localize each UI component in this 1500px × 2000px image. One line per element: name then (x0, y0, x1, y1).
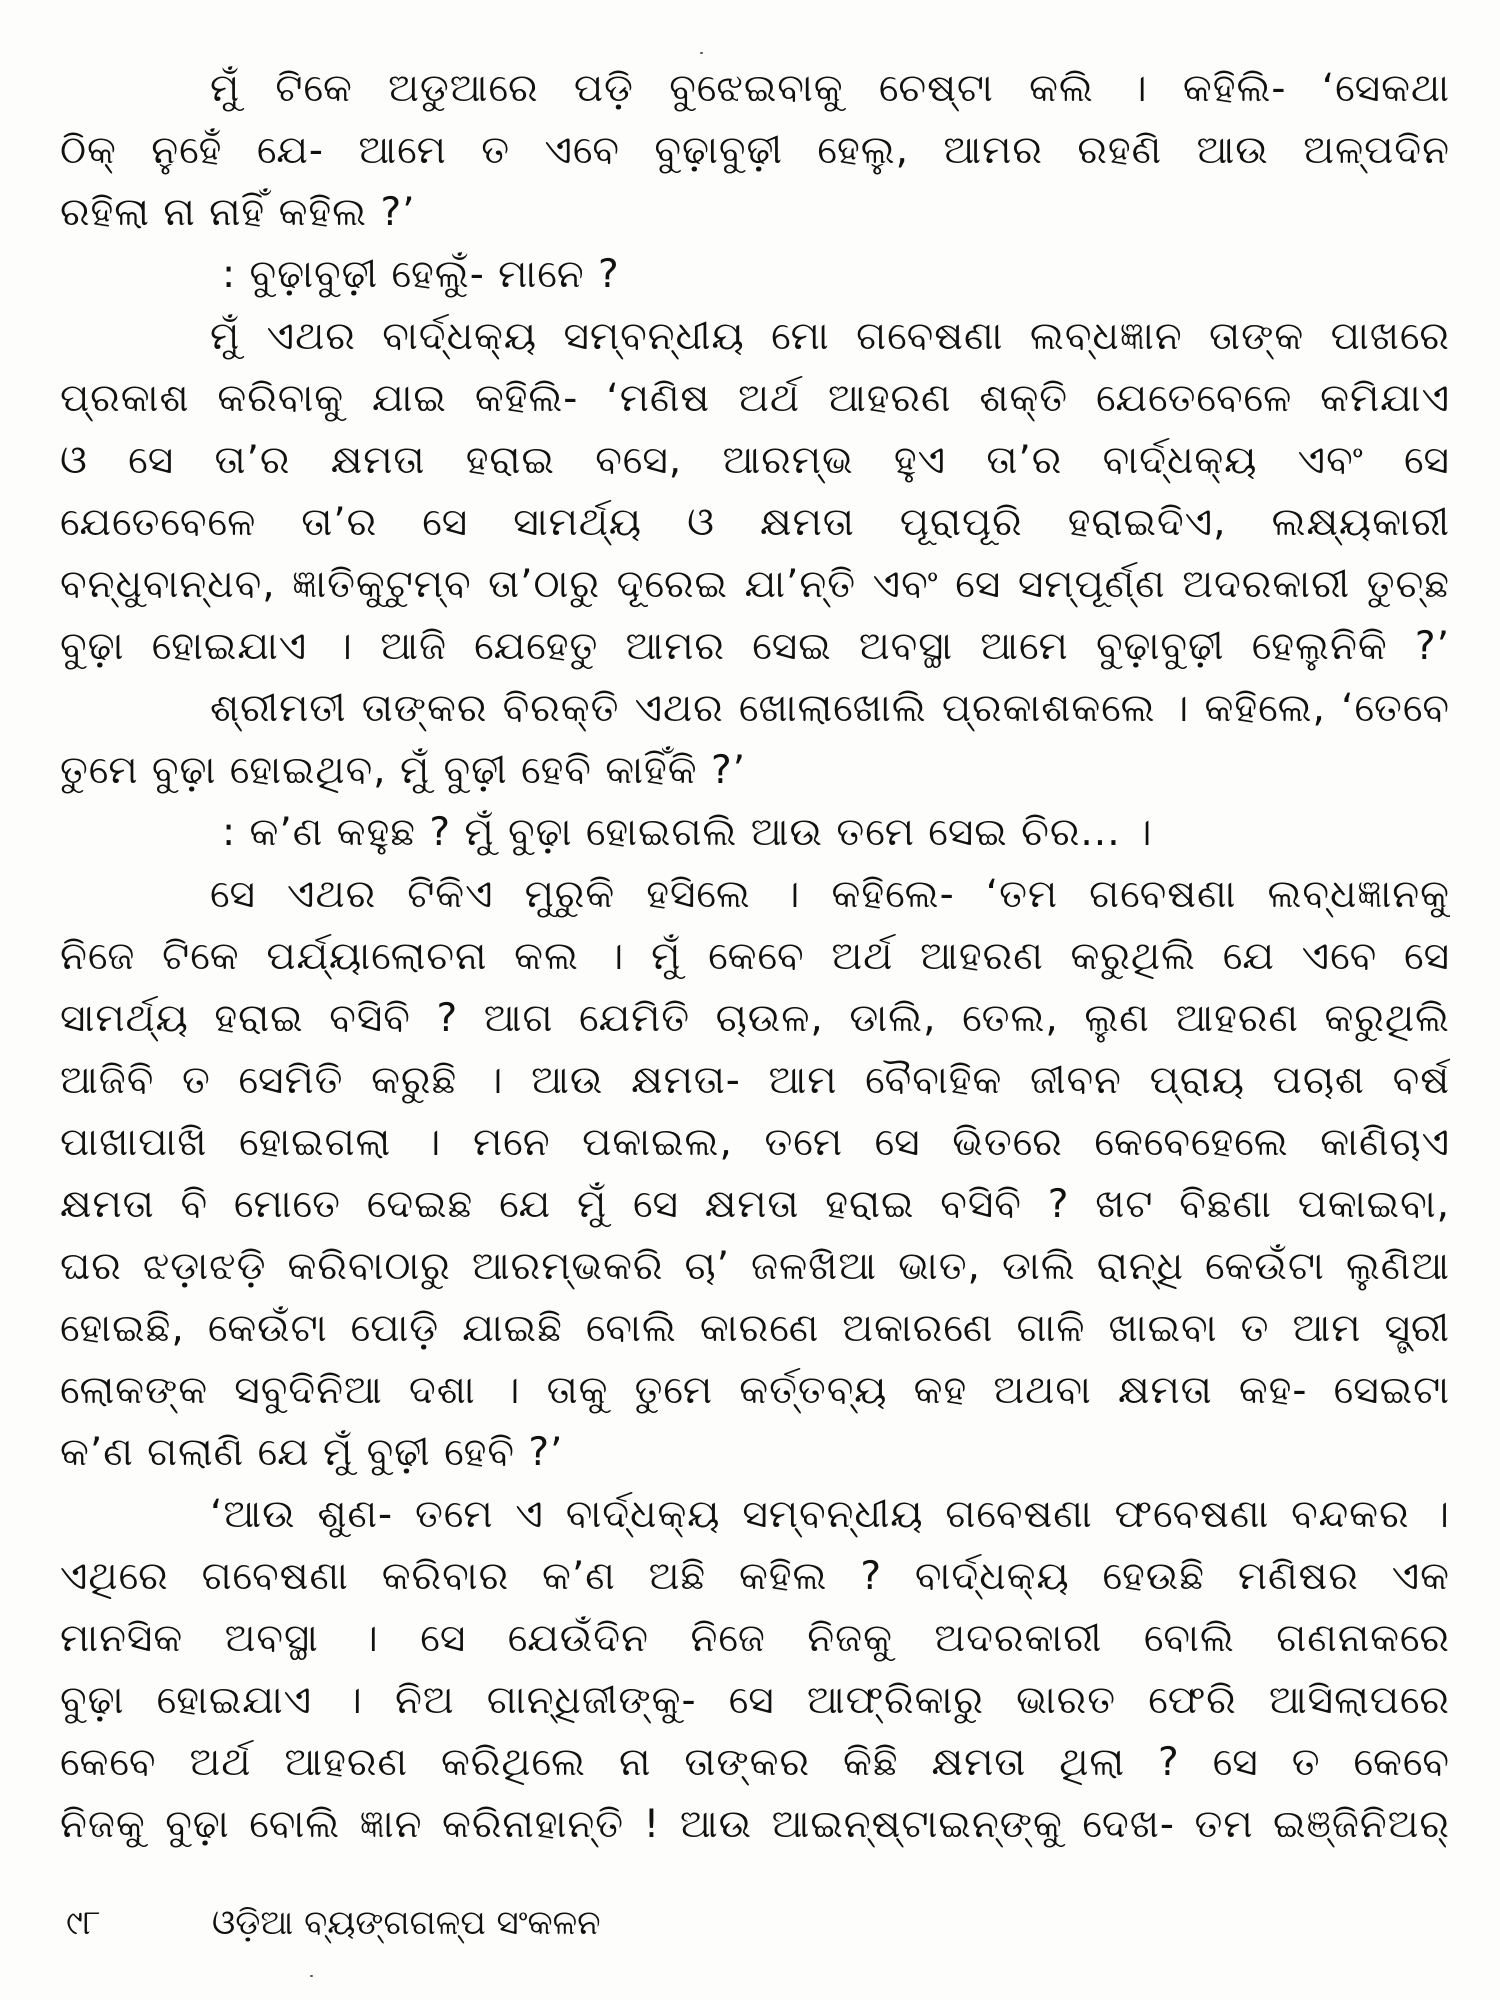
text-line: ସେ ଏଥର ଟିକିଏ ମୁରୁକି ହସିଲେ । କହିଲେ- ‘ତମ ଗବେଷଣା ଲବ୍ଧଜ୍ଞାନକୁ (210, 872, 1450, 917)
text-line: ମୁଁ ଟିକେ ଅଡୁଆରେ ପଡ଼ି ବୁଝେଇବାକୁ ଚେଷ୍ଟା କଲି । କହିଲି- ‘ସେକଥା (210, 66, 1450, 111)
page-number: ୯୮ (66, 1903, 101, 1943)
text-line: ଶ୍ରୀମତୀ ତାଙ୍କର ବିରକ୍ତି ଏଥର ଖୋଲାଖୋଲି ପ୍ରକାଶକଲେ । କହିଲେ, ‘ତେବେ (210, 686, 1450, 731)
text-line: ମାନସିକ ଅବସ୍ଥା । ସେ ଯେଉଁଦିନ ନିଜେ ନିଜକୁ ଅଦରକାରୀ ବୋଲି ଗଣନାକରେ (60, 1616, 1450, 1661)
text-line: ବୁଢ଼ା ହୋଇଯାଏ । ନିଅ ଗାନ୍ଧିଜୀଙ୍କୁ- ସେ ଆଫ୍ରିକାରୁ ଭାରତ ଫେରି ଆସିଲାପରେ (60, 1678, 1450, 1723)
text-line: ବୁଢ଼ା ହୋଇଯାଏ । ଆଜି ଯେହେତୁ ଆମର ସେଇ ଅବସ୍ଥା ଆମେ ବୁଢ଼ାବୁଢ଼ୀ ହେଲୁନିକି ?’ (60, 624, 1450, 669)
book-title: ଓଡ଼ିଆ ବ୍ୟଙ୍ଗଗଳ୍ପ ସଂକଳନ (211, 1903, 601, 1943)
text-line: କେବେ ଅର୍ଥ ଆହରଣ କରିଥିଲେ ନା ତାଙ୍କର କିଛି କ୍ଷମତା ଥିଲା ? ସେ ତ କେବେ (60, 1740, 1450, 1785)
text-line: କ୍ଷମତା ବି ମୋତେ ଦେଇଛ ଯେ ମୁଁ ସେ କ୍ଷମତା ହରାଇ ବସିବି ? ଖଟ ବିଛଣା ପକାଇବା, (60, 1182, 1450, 1227)
text-line: ‘ଆଉ ଶୁଣ- ତମେ ଏ ବାର୍ଦ୍ଧକ୍ୟ ସମ୍ବନ୍ଧୀୟ ଗବେଷଣା ଫବେଷଣା ବନ୍ଦକର । (210, 1492, 1450, 1537)
text-line: ନିଜେ ଟିକେ ପର୍ଯ୍ୟାଲୋଚନା କଲ । ମୁଁ କେବେ ଅର୍ଥ ଆହରଣ କରୁଥିଲି ଯେ ଏବେ ସେ (60, 934, 1450, 979)
text-line: ପାଖାପାଖି ହୋଇଗଲା । ମନେ ପକାଇଲ, ତମେ ସେ ଭିତରେ କେବେହେଲେ କାଣିଚାଏ (60, 1120, 1450, 1165)
scan-speck (310, 1975, 313, 1977)
text-line: ଯେତେବେଳେ ତା’ର ସେ ସାମର୍ଥ୍ୟ ଓ କ୍ଷମତା ପୂରାପୂରି ହରାଇଦିଏ, ଲକ୍ଷ୍ୟକାରୀ (60, 500, 1450, 545)
text-line: ଲୋକଙ୍କ ସବୁଦିନିଆ ଦଶା । ତାକୁ ତୁମେ କର୍ତ୍ତବ୍ୟ କହ ଅଥବା କ୍ଷମତା କହ- ସେଇଟା (60, 1368, 1450, 1413)
text-line: ଓ ସେ ତା’ର କ୍ଷମତା ହରାଇ ବସେ, ଆରମ୍ଭ ହୁଏ ତା’ର ବାର୍ଦ୍ଧକ୍ୟ ଏବଂ ସେ (60, 438, 1450, 483)
text-line: ଠିକ୍ ନୁହେଁ ଯେ- ଆମେ ତ ଏବେ ବୁଢ଼ାବୁଢ଼ୀ ହେଲୁ, ଆମର ରହଣି ଆଉ ଅଳ୍ପଦିନ (60, 128, 1450, 173)
text-line: ନିଜକୁ ବୁଢ଼ା ବୋଲି ଜ୍ଞାନ କରିନାହାନ୍ତି ! ଆଉ ଆଇନ୍‌ଷ୍ଟାଇନ୍‌ଙ୍କୁ ଦେଖ- ତମ ଇଞ୍ଜିନିଅର୍ (60, 1802, 1450, 1847)
text-line: ହୋଇଛି, କେଉଁଟା ପୋଡ଼ି ଯାଇଛି ବୋଲି କାରଣେ ଅକାରଣେ ଗାଳି ଖାଇବା ତ ଆମ ସ୍ତ୍ରୀ (60, 1306, 1450, 1351)
text-line: ମୁଁ ଏଥର ବାର୍ଦ୍ଧକ୍ୟ ସମ୍ବନ୍ଧୀୟ ମୋ ଗବେଷଣା ଲବ୍ଧଜ୍ଞାନ ତାଙ୍କ ପାଖରେ (210, 314, 1450, 359)
text-line: ବନ୍ଧୁବାନ୍ଧବ, ଜ୍ଞାତିକୁଟୁମ୍ବ ତା’ଠାରୁ ଦୂରେଇ ଯା’ନ୍ତି ଏବଂ ସେ ସମ୍ପୂର୍ଣ୍ଣ ଅଦରକାରୀ ତୁଚ୍ଛ (60, 562, 1450, 607)
body-text (60, 58, 1450, 1856)
text-line: ତୁମେ ବୁଢ଼ା ହୋଇଥିବ, ମୁଁ ବୁଢ଼ୀ ହେବି କାହିଁକି ?’ (60, 748, 747, 793)
scan-speck (700, 52, 703, 54)
text-line: ଘର ଝଡ଼ାଝଡ଼ି କରିବାଠାରୁ ଆରମ୍ଭକରି ଚା’ ଜଳଖିଆ ଭାତ, ଡାଲି ରାନ୍ଧି କେଉଁଟା ଲୁଣିଆ (60, 1244, 1450, 1289)
text-line: ସାମର୍ଥ୍ୟ ହରାଇ ବସିବି ? ଆଗ ଯେମିତି ଚାଉଳ, ଡାଲି, ତେଲ, ଲୁଣ ଆହରଣ କରୁଥିଲି (60, 996, 1450, 1041)
text-line: ପ୍ରକାଶ କରିବାକୁ ଯାଇ କହିଲି- ‘ମଣିଷ ଅର୍ଥ ଆହରଣ ଶକ୍ତି ଯେତେବେଳେ କମିଯାଏ (60, 376, 1450, 421)
page-footer (66, 1898, 601, 1948)
text-line: : କ’ଣ କହୁଛ ? ମୁଁ ବୁଢ଼ା ହୋଇଗଲି ଆଉ ତମେ ସେଇ ଚିର... । (222, 810, 1153, 855)
text-line: ଏଥିରେ ଗବେଷଣା କରିବାର କ’ଣ ଅଛି କହିଲ ? ବାର୍ଦ୍ଧକ୍ୟ ହେଉଛି ମଣିଷର ଏକ (60, 1554, 1450, 1599)
text-line: କ’ଣ ଗଲାଣି ଯେ ମୁଁ ବୁଢ଼ୀ ହେବି ?’ (60, 1430, 564, 1475)
text-line: ଆଜିବି ତ ସେମିତି କରୁଛି । ଆଉ କ୍ଷମତା- ଆମ ବୈବାହିକ ଜୀବନ ପ୍ରାୟ ପଚାଶ ବର୍ଷ (60, 1058, 1450, 1103)
text-line: ରହିଲା ନା ନାହିଁ କହିଲ ?’ (60, 190, 416, 235)
text-line: : ବୁଢ଼ାବୁଢ଼ୀ ହେଲୁଁ- ମାନେ ? (222, 252, 620, 297)
